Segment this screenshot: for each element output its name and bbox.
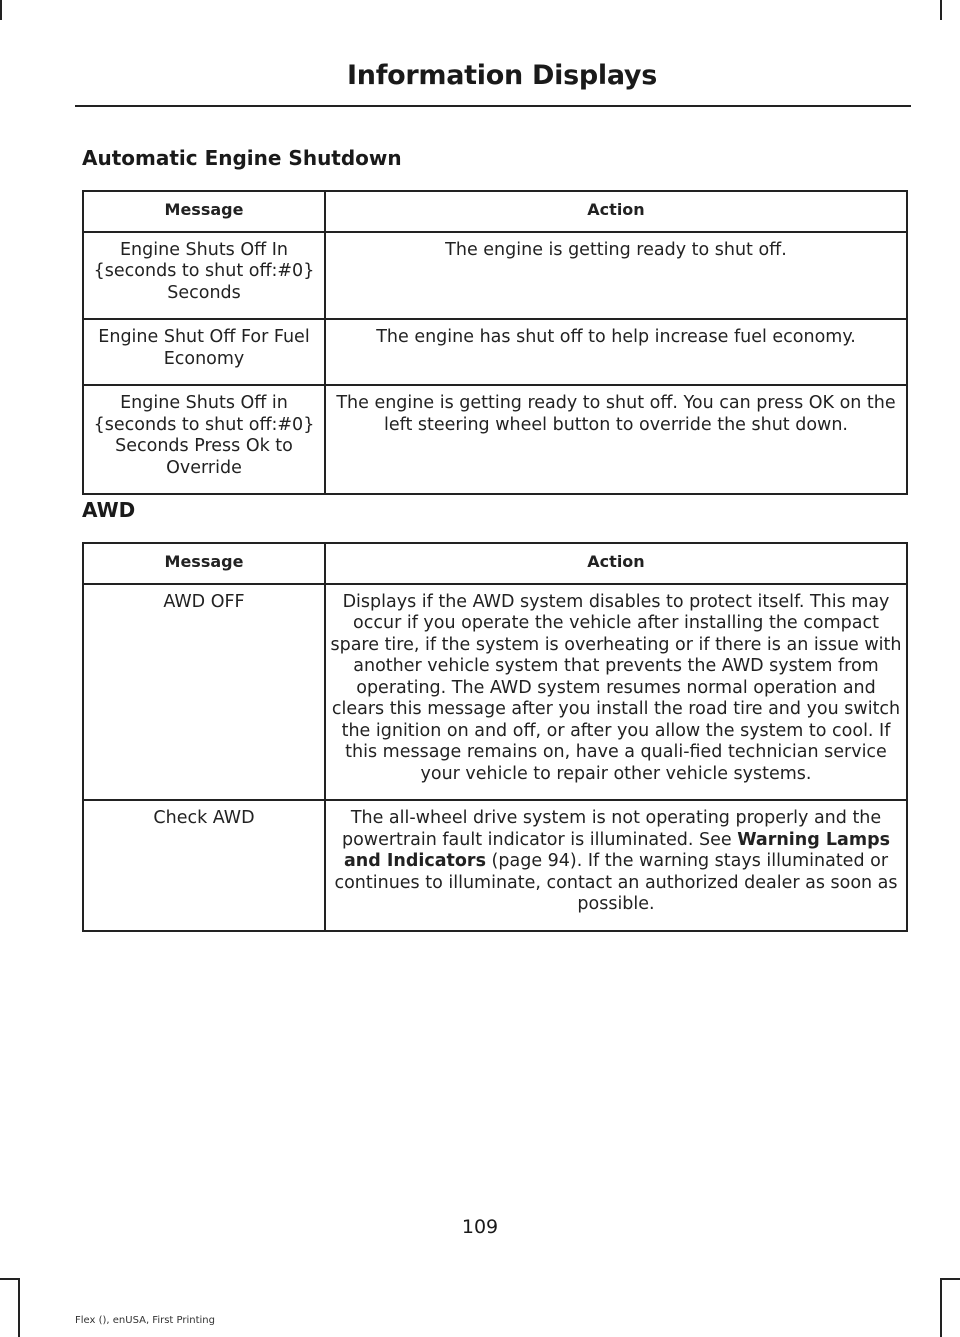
crop-mark <box>940 1278 942 1337</box>
table-row <box>83 800 907 931</box>
column-header-message: Message <box>83 191 325 232</box>
table-row <box>83 319 907 385</box>
crop-mark <box>18 1278 20 1337</box>
table-row <box>83 232 907 320</box>
column-header-message: Message <box>83 543 325 584</box>
action-cell: Displays if the AWD system disables to protect itself. This may occur if you operate the vehicle after installing the compact spare tire, if the system is overheating or if there is an issue with another vehicle system that prevents the AWD system from operating. The AWD system resumes normal operation and clears this message after you install the road tire and you switch the ignition on and off, or after you allow the system to cool. If this message remains on, have a quali-fied technician service your vehicle to repair other vehicle systems. <box>325 584 907 801</box>
action-text: (page 94). If the warning stays illuminated or continues to illuminate, contact an authorized dealer as soon as possible. <box>334 851 898 914</box>
table-row <box>83 584 907 801</box>
message-cell: AWD OFF <box>83 584 325 801</box>
action-text: The all-wheel drive system is not operating properly and the powertrain fault indicator is illuminated. See <box>341 808 882 850</box>
warning-lamps-link[interactable]: Warning Lamps and Indicators <box>343 829 891 871</box>
action-cell: The engine is getting ready to shut off. You can press OK on the left steering wheel button to override the shut down. <box>325 385 907 494</box>
crop-mark <box>940 0 942 20</box>
automatic-engine-shutdown-table <box>82 190 908 495</box>
page-number: 109 <box>461 1216 499 1238</box>
message-cell: Engine Shuts Off In {seconds to shut off:#0} Seconds <box>83 232 325 320</box>
column-header-action: Action <box>325 543 907 584</box>
table-row <box>83 385 907 494</box>
section-title-automatic-engine-shutdown: Automatic Engine Shutdown <box>82 146 402 170</box>
awd-table <box>82 542 908 932</box>
footer-text: Flex (), enUSA, First Printing <box>75 1315 215 1326</box>
table-header-row <box>83 543 907 584</box>
page-header-title: Information Displays <box>347 60 657 91</box>
crop-mark <box>940 1278 960 1280</box>
column-header-action: Action <box>325 191 907 232</box>
message-cell: Check AWD <box>83 800 325 931</box>
action-cell: The engine is getting ready to shut off. <box>325 232 907 320</box>
table-header-row <box>83 191 907 232</box>
header-divider <box>75 105 911 107</box>
action-cell: The engine has shut off to help increase fuel economy. <box>325 319 907 385</box>
action-cell <box>325 800 907 931</box>
crop-mark <box>0 0 2 20</box>
crop-mark <box>0 1278 20 1280</box>
message-cell: Engine Shut Off For Fuel Economy <box>83 319 325 385</box>
section-title-awd: AWD <box>82 498 136 522</box>
message-cell: Engine Shuts Off in {seconds to shut off:#0} Seconds Press Ok to Override <box>83 385 325 494</box>
